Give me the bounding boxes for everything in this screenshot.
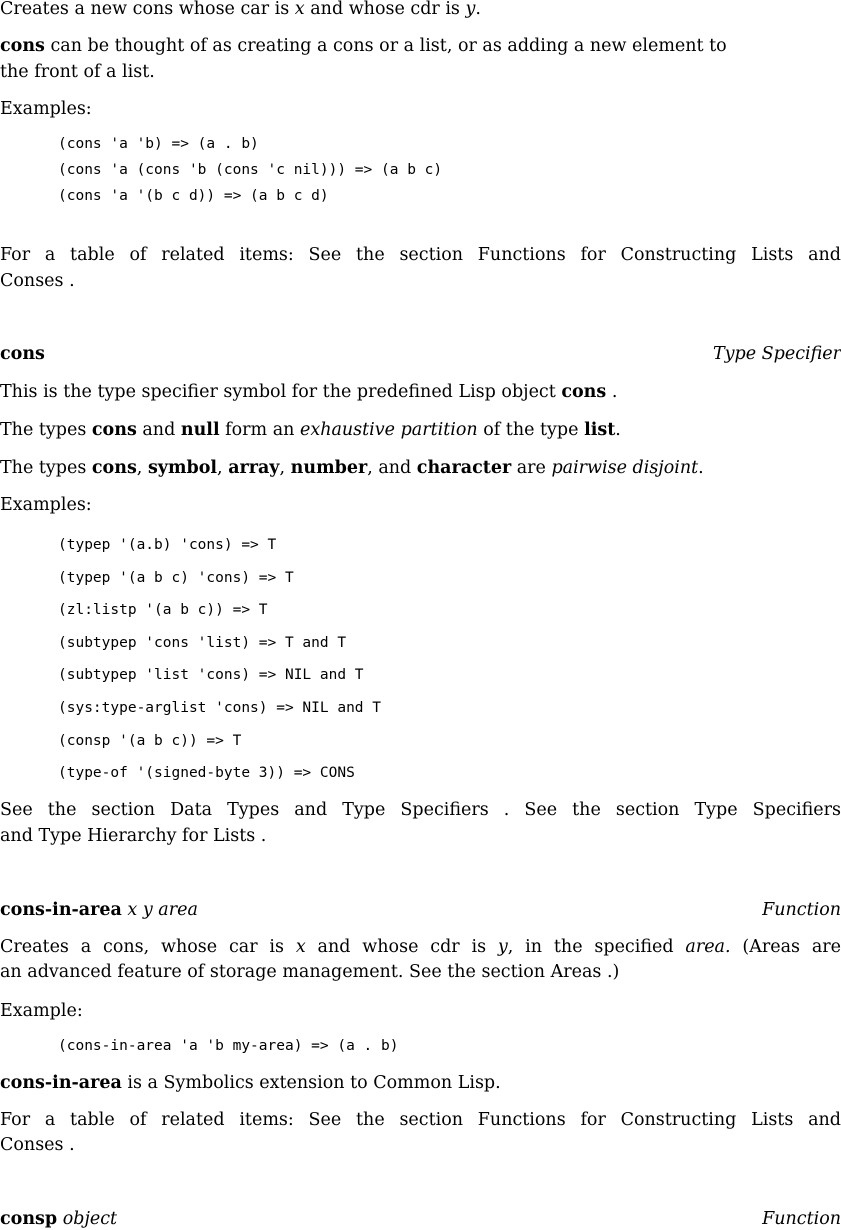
text: This is the type specifier symbol for the predefined Lisp object: [0, 382, 562, 402]
cons-in-area-description-line2: an advanced feature of storage management. See the section Areas .): [0, 962, 620, 982]
entry-header-cons-in-area: [0, 899, 841, 921]
entry-kind: Type Specifier: [712, 344, 841, 364]
text: .: [698, 458, 704, 478]
code-example: (type-of '(signed-byte 3)) => CONS: [58, 765, 355, 781]
extension-note: [0, 1072, 841, 1094]
entry-kind: Function: [762, 1209, 841, 1229]
cons-note-line1: [0, 35, 841, 57]
text: ,: [136, 458, 148, 478]
entry-name: cons-in-area: [0, 900, 122, 920]
text: are: [511, 458, 552, 478]
code-example: (cons 'a (cons 'b (cons 'c nil))) => (a b c): [58, 162, 443, 178]
see-also-line2: and Type Hierarchy for Lists .: [0, 826, 267, 846]
entry-header-cons-type: [0, 343, 841, 365]
arg-x: x: [295, 937, 306, 957]
entry-args: object: [62, 1209, 118, 1229]
code-example: (zl:listp '(a b c)) => T: [58, 602, 268, 618]
code-example: (sys:type-arglist 'cons) => NIL and T: [58, 700, 382, 716]
related-items-line1: For a table of related items: See the section Functions for Constructing Lists and: [0, 245, 841, 265]
italic-term: exhaustive partition: [299, 420, 478, 440]
code-example: (typep '(a.b) 'cons) => T: [58, 537, 277, 553]
cons-description: [0, 0, 841, 20]
arg-y: y: [465, 0, 476, 19]
bold-term: list: [584, 420, 616, 440]
cons-note-line2: the front of a list.: [0, 62, 155, 82]
code-example: (subtypep 'list 'cons) => NIL and T: [58, 667, 364, 683]
text: The types: [0, 458, 92, 478]
related-items-line2: Conses .: [0, 1135, 75, 1155]
text: and whose cdr is: [305, 937, 498, 957]
related-items-line1: For a table of related items: See the section Functions for Constructing Lists and: [0, 1110, 841, 1130]
bold-term: cons: [91, 458, 137, 478]
bold-term: symbol: [147, 458, 218, 478]
arg-x: x: [294, 0, 305, 19]
text: is a Symbolics extension to Common Lisp.: [121, 1073, 501, 1093]
arg-area: area.: [685, 937, 731, 957]
related-items-line2: Conses .: [0, 271, 75, 291]
code-example: (cons 'a '(b c d)) => (a b c d): [58, 188, 329, 204]
text: , in the specified: [507, 937, 686, 957]
text: .: [475, 0, 481, 19]
bold-term: number: [290, 458, 368, 478]
entry-name: consp: [0, 1209, 58, 1229]
code-example: (typep '(a b c) 'cons) => T: [58, 570, 294, 586]
text: The types: [0, 420, 92, 440]
examples-label: Examples:: [0, 99, 92, 119]
see-also-line1: See the section Data Types and Type Specifiers . See the section Type Specifiers: [0, 800, 841, 820]
text: ,: [279, 458, 291, 478]
bold-term: null: [180, 420, 220, 440]
disjoint-sentence: [0, 457, 841, 479]
entry-name: cons: [0, 344, 45, 364]
text: .: [606, 382, 618, 402]
code-example: (cons 'a 'b) => (a . b): [58, 136, 259, 152]
entry-args: x y area: [127, 900, 198, 920]
arg-y: y: [497, 937, 508, 957]
code-example: (subtypep 'cons 'list) => T and T: [58, 635, 347, 651]
italic-term: pairwise disjoint: [551, 458, 699, 478]
bold-term: character: [416, 458, 512, 478]
text: form an: [219, 420, 300, 440]
text: , and: [367, 458, 417, 478]
partition-sentence: [0, 419, 841, 441]
text: and whose cdr is: [304, 0, 466, 19]
text: Creates a new cons whose car is: [0, 0, 295, 19]
bold-term: array: [228, 458, 280, 478]
text: (Areas are: [730, 937, 841, 957]
text: Creates a cons, whose car is: [0, 937, 296, 957]
text: ,: [217, 458, 229, 478]
text: of the type: [477, 420, 585, 440]
cons-in-area-description-line1: [0, 936, 841, 958]
type-description: [0, 381, 841, 403]
text: can be thought of as creating a cons or a list, or as adding a new element to: [44, 36, 727, 56]
entry-kind: Function: [762, 900, 841, 920]
function-name: cons-in-area: [0, 1073, 122, 1093]
function-name: cons: [0, 36, 45, 56]
text: .: [615, 420, 621, 440]
bold-term: cons: [561, 382, 607, 402]
examples-label: Examples:: [0, 495, 92, 515]
bold-term: cons: [91, 420, 137, 440]
entry-header-consp: [0, 1208, 841, 1230]
text: and: [136, 420, 181, 440]
code-example: (consp '(a b c)) => T: [58, 733, 242, 749]
example-label: Example:: [0, 1001, 83, 1021]
code-example: (cons-in-area 'a 'b my-area) => (a . b): [58, 1038, 399, 1054]
